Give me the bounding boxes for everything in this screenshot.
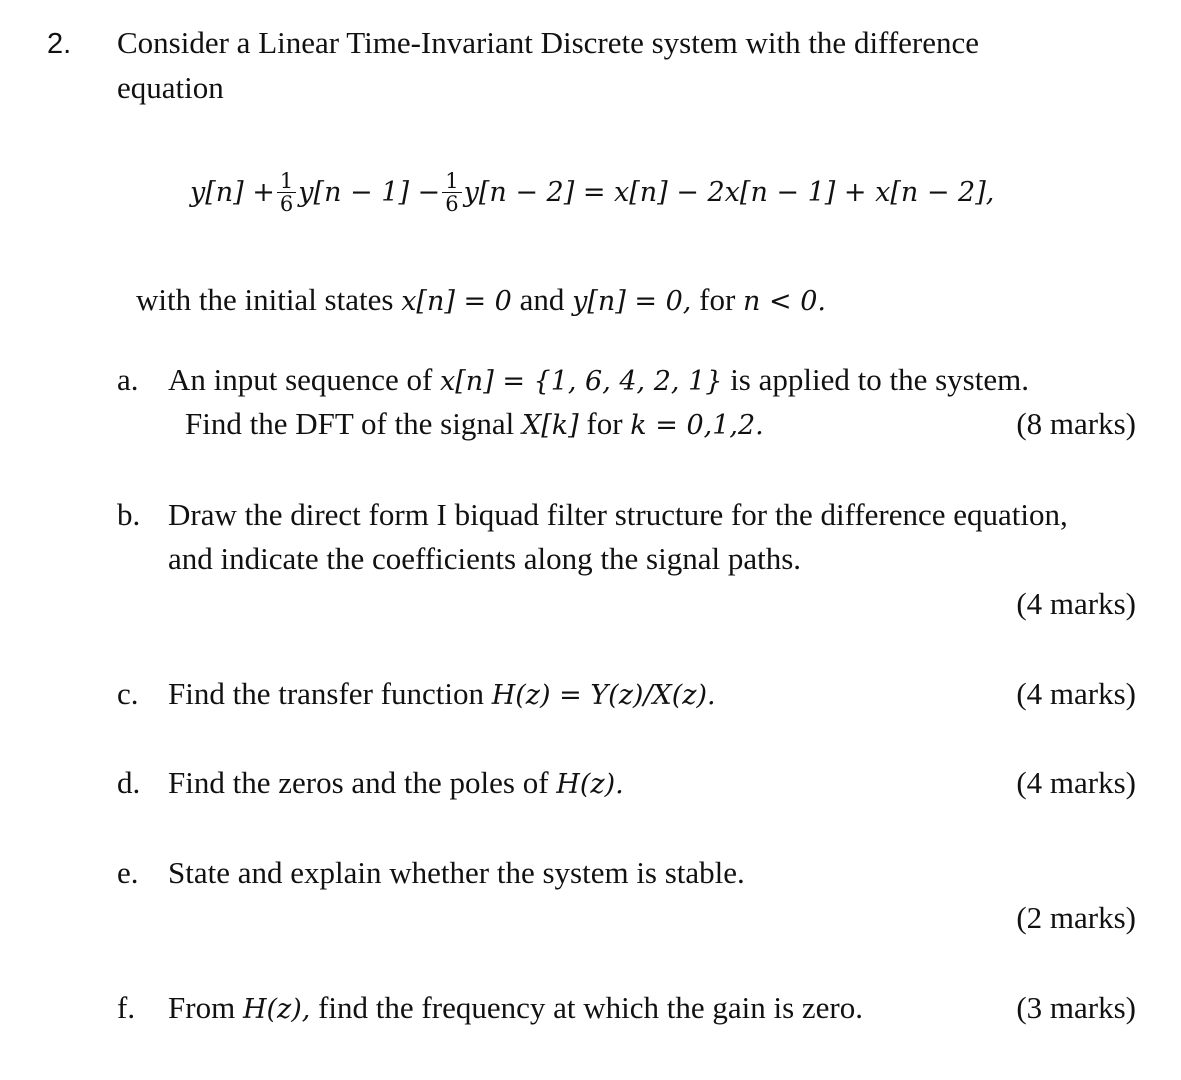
fraction-one-sixth-a <box>277 170 296 215</box>
question-intro-line1: Consider a Linear Time-Invariant Discrete system with the difference <box>117 25 980 60</box>
fraction-a-denominator: 6 <box>279 191 294 216</box>
part-e-marks: (2 marks) <box>1016 900 1136 935</box>
part-c-text: Find the transfer function <box>168 676 484 711</box>
part-d-line <box>168 765 624 801</box>
initial-states-pre: with the initial states <box>136 282 394 317</box>
part-a-letter: a. <box>117 362 139 397</box>
equation-term-1: y[n] + <box>190 176 275 208</box>
part-f-hz: H(z), <box>242 994 311 1025</box>
initial-states-for: for <box>699 282 736 317</box>
part-b-line1: Draw the direct form I biquad filter structure for the difference equation, <box>168 497 1068 532</box>
part-c-letter: c. <box>117 676 139 711</box>
fraction-a-numerator: 1 <box>277 170 296 193</box>
part-a-line1 <box>168 362 1029 398</box>
part-a-line2-mid: for <box>586 406 623 441</box>
difference-equation <box>190 160 994 224</box>
part-a-line1-post: is applied to the system. <box>730 362 1029 397</box>
part-c-line <box>168 676 716 712</box>
part-a-dft-symbol: X[k] <box>521 410 579 441</box>
part-a-line2 <box>185 406 764 442</box>
part-d-hz: H(z). <box>556 769 624 800</box>
initial-state-n: n < 0. <box>743 286 826 317</box>
part-a-input-sequence: x[n] = {1, 6, 4, 2, 1} <box>440 366 723 397</box>
question-intro-line2: equation <box>117 70 224 105</box>
fraction-b-denominator: 6 <box>445 191 459 216</box>
equation-term-3: y[n − 2] = x[n] − 2x[n − 1] + x[n − 2], <box>463 176 995 208</box>
question-number: 2. <box>47 28 72 60</box>
part-c-transfer-function: H(z) = Y(z)/X(z). <box>491 680 716 711</box>
part-a-marks: (8 marks) <box>1016 406 1136 441</box>
part-f-line <box>168 990 863 1026</box>
initial-state-x: x[n] = 0 <box>401 286 512 317</box>
part-d-text: Find the zeros and the poles of <box>168 765 549 800</box>
part-b-letter: b. <box>117 497 141 532</box>
part-b-line2: and indicate the coefficients along the signal paths. <box>168 541 802 576</box>
part-d-letter: d. <box>117 765 141 800</box>
part-f-marks: (3 marks) <box>1016 990 1136 1025</box>
part-b-marks: (4 marks) <box>1016 586 1136 621</box>
fraction-b-numerator: 1 <box>442 170 461 193</box>
part-f-post: find the frequency at which the gain is zero. <box>318 990 863 1025</box>
fraction-one-sixth-b <box>442 170 461 215</box>
initial-states-and: and <box>519 282 565 317</box>
initial-state-y: y[n] = 0, <box>572 286 692 317</box>
part-f-pre: From <box>168 990 236 1025</box>
initial-states-line <box>136 282 826 318</box>
equation-term-2: y[n − 1] − <box>298 176 441 208</box>
part-e-line: State and explain whether the system is stable. <box>168 855 745 890</box>
part-e-letter: e. <box>117 855 139 890</box>
part-a-k-values: k = 0,1,2. <box>630 410 764 441</box>
part-a-line1-pre: An input sequence of <box>168 362 433 397</box>
part-c-marks: (4 marks) <box>1016 676 1136 711</box>
part-a-line2-pre: Find the DFT of the signal <box>185 406 515 441</box>
part-d-marks: (4 marks) <box>1016 765 1136 800</box>
part-f-letter: f. <box>117 990 136 1025</box>
